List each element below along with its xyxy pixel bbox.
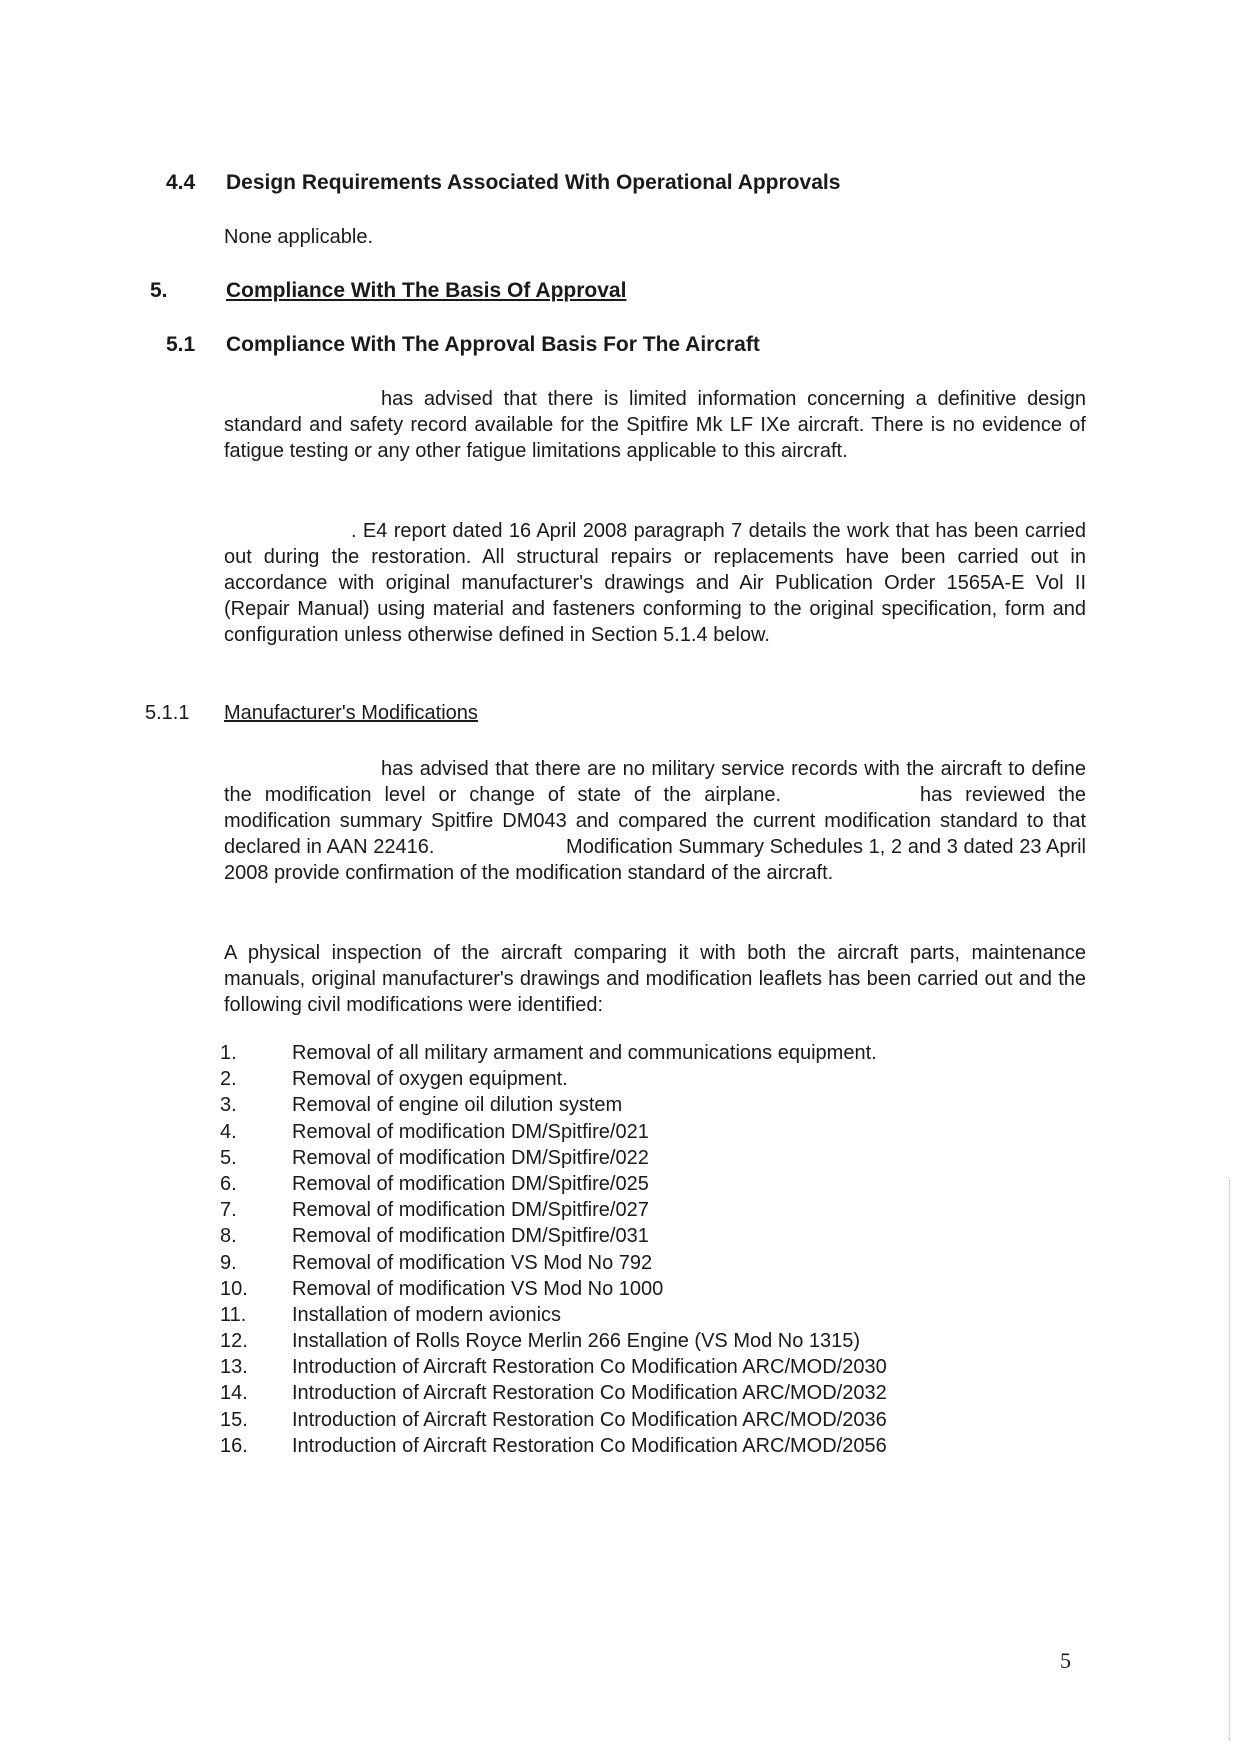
list-item bbox=[220, 1145, 1100, 1171]
page-number: 5 bbox=[1060, 1648, 1071, 1673]
list-item-text: Removal of modification DM/Spitfire/021 bbox=[292, 1120, 649, 1143]
list-item-text: Removal of modification VS Mod No 1000 bbox=[292, 1277, 664, 1300]
list-item-text: Introduction of Aircraft Restoration Co Modification ARC/MOD/2030 bbox=[292, 1356, 887, 1379]
list-item-text: Installation of Rolls Royce Merlin 266 Engine (VS Mod No 1315) bbox=[292, 1330, 861, 1353]
modifications-list bbox=[220, 1040, 1100, 1459]
list-item-number: 9. bbox=[220, 1251, 237, 1274]
list-item-text: Removal of modification DM/Spitfire/025 bbox=[292, 1172, 649, 1195]
list-item-number: 4. bbox=[220, 1120, 237, 1143]
list-item-number: 16. bbox=[220, 1434, 248, 1457]
list-item-number: 7. bbox=[220, 1199, 237, 1222]
section-title: Design Requirements Associated With Operational Approvals bbox=[226, 171, 841, 194]
list-item bbox=[220, 1276, 1100, 1302]
list-item-text: Removal of modification DM/Spitfire/022 bbox=[292, 1146, 649, 1169]
list-item bbox=[220, 1066, 1100, 1092]
list-item bbox=[220, 1250, 1100, 1276]
list-item-number: 5. bbox=[220, 1146, 237, 1169]
list-item-text: Removal of modification DM/Spitfire/027 bbox=[292, 1199, 649, 1222]
list-item-text: Removal of all military armament and communications equipment. bbox=[292, 1042, 877, 1064]
section-number: 5.1.1 bbox=[145, 702, 190, 724]
paragraph-text: . E4 report dated 16 April 2008 paragraph 7 details the work that has been carried out during the restoration. All structural repairs or replacements have been carried out in accordance with original manufacturer's drawings and Air Publication Order 1565A-E Vol II (Repair Manual) using material and fasteners conforming to the original specification, form and configuration unless otherwise defined in Section 5.1.4 below. bbox=[224, 520, 1086, 646]
list-item bbox=[220, 1119, 1100, 1145]
section-number: 5. bbox=[150, 279, 168, 302]
paragraph-text: has advised that there are no military service records with the aircraft to define the modification level or change of state of the airplane. bbox=[224, 758, 1086, 806]
section-title: Manufacturer's Modifications bbox=[224, 702, 478, 724]
list-item-text: Removal of oxygen equipment. bbox=[292, 1068, 568, 1091]
list-item-number: 2. bbox=[220, 1068, 237, 1091]
list-item-number: 11. bbox=[220, 1303, 247, 1326]
list-item bbox=[220, 1380, 1100, 1406]
list-item-text: Introduction of Aircraft Restoration Co Modification ARC/MOD/2036 bbox=[292, 1408, 887, 1431]
section-number: 4.4 bbox=[166, 171, 196, 194]
list-item-number: 8. bbox=[220, 1225, 237, 1248]
list-item bbox=[220, 1407, 1100, 1433]
list-item-number: 1. bbox=[220, 1042, 237, 1064]
list-item-number: 15. bbox=[220, 1408, 248, 1431]
paragraph-text: Modification Summary Schedules 1, 2 and 3 dated 23 April 2008 provide confirmation of the modification standard of the aircraft. bbox=[224, 836, 1086, 884]
list-item bbox=[220, 1328, 1100, 1354]
list-item-text: Introduction of Aircraft Restoration Co Modification ARC/MOD/2056 bbox=[292, 1434, 887, 1457]
list-item-number: 6. bbox=[220, 1172, 237, 1195]
list-item-text: Removal of modification VS Mod No 792 bbox=[292, 1251, 653, 1274]
list-item bbox=[220, 1092, 1100, 1118]
section-title: Compliance With The Basis Of Approval bbox=[226, 279, 627, 302]
list-item bbox=[220, 1223, 1100, 1249]
list-item-number: 14. bbox=[220, 1382, 248, 1405]
list-item bbox=[220, 1433, 1100, 1459]
list-item-text: Introduction of Aircraft Restoration Co Modification ARC/MOD/2032 bbox=[292, 1382, 887, 1405]
paragraph-text: has reviewed the modification summary Spitfire DM043 and compared the current modification standard to that declared in AAN 22416. bbox=[224, 784, 1086, 858]
section-5-1-1-paragraph-1 bbox=[224, 756, 1086, 886]
list-item-number: 10. bbox=[220, 1277, 248, 1300]
list-item bbox=[220, 1197, 1100, 1223]
list-item-number: 13. bbox=[220, 1356, 248, 1379]
list-item bbox=[220, 1354, 1100, 1380]
list-item-text: Removal of engine oil dilution system bbox=[292, 1094, 623, 1117]
scan-edge-line bbox=[1229, 1180, 1230, 1740]
list-item-number: 12. bbox=[220, 1330, 248, 1353]
section-number: 5.1 bbox=[166, 333, 196, 356]
section-5-1-paragraph-1 bbox=[224, 386, 1086, 464]
section-5-1-1-paragraph-2: A physical inspection of the aircraft comparing it with both the aircraft parts, maintenance manuals, original manufacturer's drawings and modification leaflets has been carried out and the following civil modifications were identified: bbox=[224, 942, 1086, 1016]
list-item-text: Removal of modification DM/Spitfire/031 bbox=[292, 1225, 649, 1248]
paragraph-text: has advised that there is limited information concerning a definitive design standard and safety record available for the Spitfire Mk LF IXe aircraft. There is no evidence of fatigue testing or any other fatigue limitations applicable to this aircraft. bbox=[224, 388, 1086, 462]
list-item-text: Installation of modern avionics bbox=[292, 1303, 562, 1326]
list-item bbox=[220, 1040, 1100, 1066]
list-item-number: 3. bbox=[220, 1094, 237, 1117]
section-4-4-body: None applicable. bbox=[224, 226, 373, 248]
list-item bbox=[220, 1171, 1100, 1197]
list-item bbox=[220, 1302, 1100, 1328]
section-title: Compliance With The Approval Basis For The Aircraft bbox=[226, 333, 760, 356]
section-5-1-paragraph-2 bbox=[224, 518, 1086, 648]
